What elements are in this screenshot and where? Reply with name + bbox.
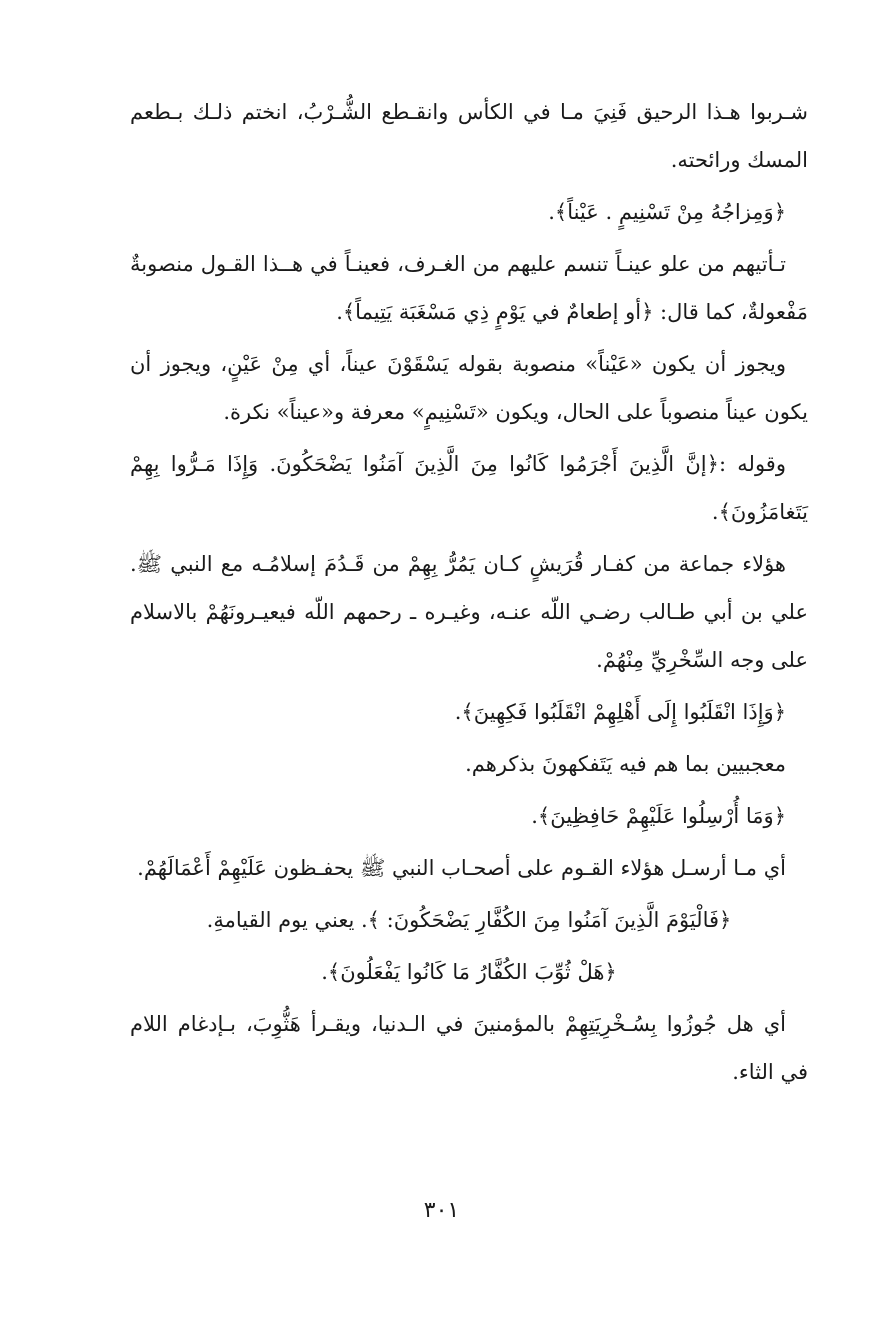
- verse-1: ﴿وَمِزاجُهُ مِنْ تَسْنِيمٍ . عَيْناً﴾.: [548, 200, 786, 224]
- paragraph-7: أي هل جُوزُوا بِسُـخْرِيَتِهِمْ بالمؤمنينَ في الـدنيا، ويقـرأ هَثُّوِبَ، بـإدغام اللام في الثاء.: [130, 1012, 808, 1084]
- paragraph-3: ويجوز أن يكون «عَيْناً» منصوبة بقوله يَسْقَوْنَ عيناً، أي مِنْ عَيْنٍ، ويجوز أن يكون عيناً منصوباً على الحال، ويكون «تَسْنِيمٍ» معرفة و«عيناً» نكرة.: [130, 352, 808, 424]
- verse-3: ﴿وَإِذَا انْقَلَبُوا إِلَى أَهْلِهِمْ انْقَلَبُوا فَكِهِينَ﴾.: [454, 700, 786, 724]
- body-text: [130, 88, 808, 1100]
- paragraph-1: شـربوا هـذا الرحيق فَنِيَ مـا في الكأس وانقـطع الشُّـرْبُ، انختم ذلـك بـطعم المسك ورائحته.: [130, 100, 808, 172]
- page-number: ٣٠١: [423, 1198, 460, 1223]
- paragraph-2: تـأتيهم من علو عينـاً تنسم عليهم من الغـرف، فعينـاً في هــذا القـول منصوبةٌ مَفْعولةٌ، كما قال: ﴿أو إطعامٌ في يَوْمٍ ذِي مَسْغَبَة يَتِيماً﴾.: [130, 252, 808, 324]
- verse-4: ﴿وَمَا أُرْسِلُوا عَلَيْهِمْ حَافِظِينَ﴾.: [531, 804, 786, 828]
- verse-5: ﴿فَالْيَوْمَ الَّذِينَ آمَنُوا مِنَ الكُفَّارِ يَضْحَكُونَ: ﴾. يعني يوم القيامةِ.: [206, 908, 732, 932]
- paragraph-6: أي مـا أرسـل هؤلاء القـوم على أصحـاب النبي ﷺ يحفـظون عَلَيْهِمْ أَعْمَالَهُمْ.: [137, 856, 786, 880]
- paragraph-5: معجبيين بما هم فيه يَتَفكهونَ بذكرهم.: [465, 752, 786, 776]
- paragraph-4: هؤلاء جماعة من كفـار قُرَيشٍ كـان يَمُرُّ بِهِمْ من قَـدُمَ إسلامُـه مع النبي ﷺ. علي بن أبي طـالب رضـي اللّه عنـه، وغيـره ـ رحمهم اللّه فيعيـرونَهُمْ بالاسلام على وجه السِّخْرِيِّ مِنْهُمْ.: [130, 552, 808, 672]
- verse-6: ﴿هَلْ ثُوِّبَ الكُفَّارُ مَا كَانُوا يَفْعَلُونَ﴾.: [321, 960, 617, 984]
- verse-2: وقوله :﴿إنَّ الَّذِينَ أَجْرَمُوا كَانُوا مِنَ الَّذِينَ آمَنُوا يَضْحَكُونَ. وَإِذَا مَـرُّوا بِهِمْ يَتَغامَزُونَ﴾.: [130, 452, 808, 524]
